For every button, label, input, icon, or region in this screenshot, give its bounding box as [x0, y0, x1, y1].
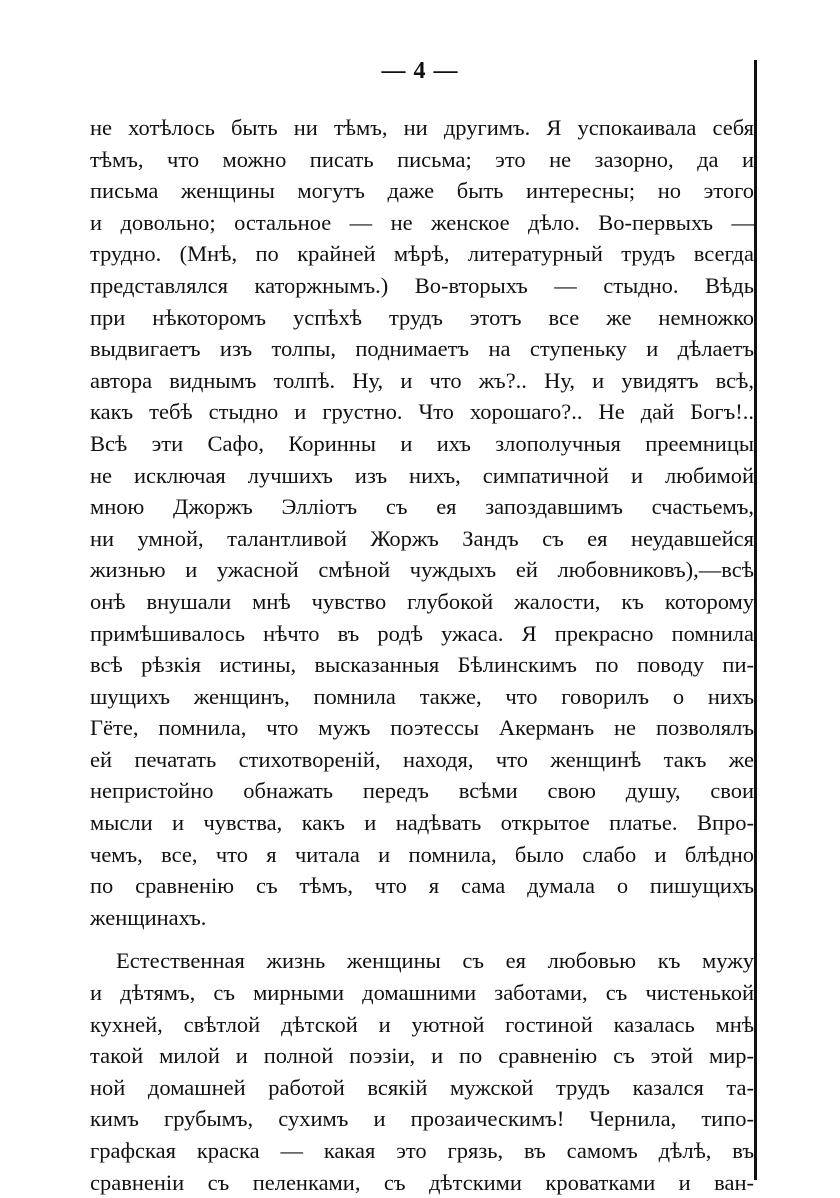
text-line: при нѣкоторомъ успѣхѣ трудъ этотъ все же немножко: [90, 304, 754, 330]
page-number: — 4 —: [381, 58, 459, 84]
text-line: по сравненiю съ тѣмъ, что я сама думала о пишущихъ: [90, 873, 754, 899]
text-line: примѣшивалось нѣчто въ родѣ ужаса. Я прекрасно помнила: [90, 620, 754, 646]
text-line: письма женщины могутъ даже быть интересны; но этого: [90, 178, 754, 204]
paragraph-gap: [90, 933, 754, 945]
text-line: трудно. (Мнѣ, по крайней мѣрѣ, литературный трудъ всегда: [90, 241, 754, 267]
text-line: жизнью и ужасной смѣной чуждыхъ ей любовниковъ),—всѣ: [90, 557, 754, 583]
text-line: Всѣ эти Сафо, Коринны и ихъ злополучныя преемницы: [90, 430, 754, 456]
text-line: непристойно обнажать передъ всѣми свою душу, свои: [90, 778, 754, 804]
text-line: не исключая лучшихъ изъ нихъ, симпатичной и любимой: [90, 462, 754, 488]
text-line: автора виднымъ толпѣ. Ну, и что жъ?.. Ну, и увидятъ всѣ,: [90, 367, 754, 393]
text-line: ни умной, талантливой Жоржъ Зандъ съ ея неудавшейся: [90, 525, 754, 551]
text-line: Гёте, помнила, что мужъ поэтессы Акерманъ не позволялъ: [90, 715, 754, 741]
text-line: и дѣтямъ, съ мирными домашними заботами, съ чистенькой: [90, 980, 754, 1006]
paragraph: [90, 112, 754, 933]
text-line: кухней, свѣтлой дѣтской и уютной гостиной казалась мнѣ: [90, 1011, 754, 1037]
text-line: ей печатать стихотворенiй, находя, что женщинѣ такъ же: [90, 746, 754, 772]
text-line: графская краска — какая это грязь, въ самомъ дѣлѣ, въ: [90, 1138, 754, 1163]
text-line: какъ тебѣ стыдно и грустно. Что хорошаго?.. Не дай Богъ!..: [90, 399, 754, 425]
text-line: женщинахъ.: [90, 904, 207, 930]
text-line: всѣ рѣзкiя истины, высказанныя Бѣлинскимъ по поводу пи-: [90, 652, 754, 678]
text-line: Естественная жизнь женщины съ ея любовью къ мужу: [116, 948, 754, 974]
text-line: сравненiи съ пеленками, съ дѣтскими кроватками и ван-: [90, 1169, 754, 1195]
page-text: [90, 112, 754, 1198]
text-line: представлялся каторжнымъ.) Во-вторыхъ — стыдно. Вѣдь: [90, 272, 754, 298]
text-line: мною Джоржъ Эллiотъ съ ея запоздавшимъ счастьемъ,: [90, 494, 754, 520]
text-line: выдвигаетъ изъ толпы, поднимаетъ на ступеньку и дѣлаетъ: [90, 336, 754, 362]
text-line: такой милой и полной поэзiи, и по сравненiю съ этой мир-: [90, 1043, 754, 1069]
text-line: не хотѣлось быть ни тѣмъ, ни другимъ. Я успокаивала себя: [90, 115, 754, 140]
text-line: и довольно; остальное — не женское дѣло. Во-первыхъ —: [90, 209, 754, 235]
text-line: ной домашней работой всякiй мужской трудъ казался та-: [90, 1074, 754, 1100]
text-line: чемъ, все, что я читала и помнила, было слабо и блѣдно: [90, 841, 754, 867]
paragraph: [90, 945, 754, 1198]
text-line: кимъ грубымъ, сухимъ и прозаическимъ! Чернила, типо-: [90, 1106, 754, 1132]
text-line: тѣмъ, что можно писать письма; это не зазорно, да и: [90, 146, 754, 172]
page-edge-rule: [754, 60, 757, 1180]
text-line: мысли и чувства, какъ и надѣвать открытое платье. Впро-: [90, 810, 754, 836]
text-line: шущихъ женщинъ, помнила также, что говорилъ о нихъ: [90, 683, 754, 709]
text-line: онѣ внушали мнѣ чувство глубокой жалости, къ которому: [90, 588, 754, 614]
